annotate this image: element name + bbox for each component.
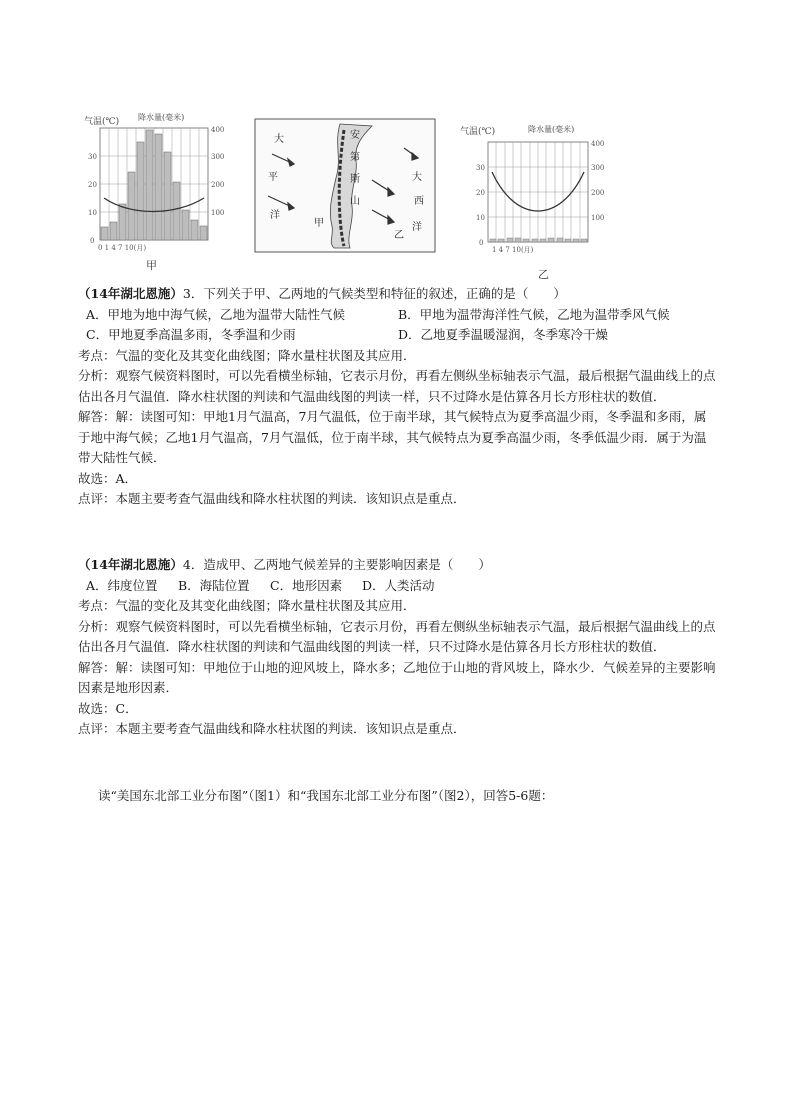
svg-text:大: 大 <box>274 134 284 145</box>
q4-jieda: 解答：解：读图可知：甲地位于山地的迎风坡上，降水多；乙地位于山地的背风坡上，降水少．气候差异的主要影响因素是地形因素． <box>78 659 716 695</box>
svg-text:0: 0 <box>90 237 95 245</box>
q3-options-row-1 <box>78 305 718 326</box>
q3-answer: 故选：A． <box>78 470 138 486</box>
svg-text:400: 400 <box>591 140 605 148</box>
svg-text:斯: 斯 <box>350 174 360 185</box>
svg-text:20: 20 <box>476 189 485 197</box>
q3-kaodian: 考点：气温的变化及其变化曲线图；降水量柱状图及其应用． <box>78 347 416 363</box>
svg-text:30: 30 <box>88 153 97 161</box>
svg-text:300: 300 <box>591 164 605 172</box>
svg-text:400: 400 <box>211 126 225 134</box>
question-4 <box>78 555 718 740</box>
svg-text:30: 30 <box>476 164 485 172</box>
svg-text:乙: 乙 <box>394 230 404 241</box>
q4-answer: 故选：C． <box>78 700 138 716</box>
precip-bars <box>490 238 587 242</box>
svg-text:甲: 甲 <box>314 218 324 229</box>
figures-row <box>80 112 620 281</box>
q3-stem-line <box>78 284 718 305</box>
precip-axis-title: 降水量(毫米) <box>138 113 185 122</box>
svg-text:洋: 洋 <box>270 210 280 221</box>
svg-text:200: 200 <box>211 181 225 189</box>
temp-axis-title: 气温(℃) <box>460 127 496 137</box>
q3-options-row-2 <box>78 325 718 346</box>
q4-stem: 4．造成甲、乙两地气候差异的主要影响因素是（ ） <box>182 557 491 572</box>
south-america-map <box>254 118 436 253</box>
svg-text:0: 0 <box>479 239 484 247</box>
q4-option-a: A．纬度位置 <box>86 577 158 593</box>
q4-dianping: 点评：本题主要考查气温曲线和降水柱状图的判读．该知识点是重点． <box>78 721 466 736</box>
q3-option-b: B．甲地为温带海洋性气候，乙地为温带季风气候 <box>398 306 670 322</box>
climate-chart-yi <box>460 124 620 281</box>
q4-option-d: D．人类活动 <box>362 577 435 593</box>
climate-chart-jia-svg <box>80 112 240 262</box>
q3-option-c: C．甲地夏季高温多雨，冬季温和少雨 <box>86 327 296 342</box>
svg-text:平: 平 <box>268 172 278 183</box>
q4-option-c: C．地形因素 <box>270 577 343 593</box>
svg-text:100: 100 <box>211 209 225 217</box>
svg-text:第: 第 <box>350 152 360 163</box>
q3-dianping: 点评：本题主要考查气温曲线和降水柱状图的判读．该知识点是重点． <box>78 491 466 506</box>
chart-yi-label: 乙 <box>538 268 549 281</box>
climate-chart-yi-svg <box>460 124 620 264</box>
precip-ticks <box>591 140 604 222</box>
x-axis-label: 0 1 4 7 10(月) <box>98 244 147 252</box>
svg-text:10: 10 <box>476 214 485 222</box>
svg-text:西: 西 <box>414 196 424 207</box>
gridlines <box>488 142 588 242</box>
chart-jia-label: 甲 <box>146 259 157 272</box>
q3-fenxi: 分析：观察气候资料图时，可以先看横坐标轴，它表示月份，再看左侧纵坐标轴表示气温，最后根据气温曲线上的点估出各月气温值．降水柱状图的判读和气温曲线图的判读一样，只不过降水是估算各月长方形柱状的数值． <box>78 368 716 404</box>
q4-fenxi: 分析：观察气候资料图时，可以先看横坐标轴，它表示月份，再看左侧纵坐标轴表示气温，最后根据气温曲线上的点估出各月气温值．降水柱状图的判读和气温曲线图的判读一样，只不过降水是估算各月长方形柱状的数值． <box>78 618 716 654</box>
svg-text:10: 10 <box>88 209 97 217</box>
q3-jieda: 解答：解：读图可知：甲地1月气温高，7月气温低，位于南半球，其气候特点为夏季高温少雨，冬季温和多雨，属于地中海气候；乙地1月气温高，7月气温低，位于南半球，其气候特点为夏季高温少雨，冬季低温少雨．属于为温带大陆性气候． <box>78 409 707 465</box>
svg-text:300: 300 <box>211 153 225 161</box>
q4-kaodian: 考点：气温的变化及其变化曲线图；降水量柱状图及其应用． <box>78 598 416 613</box>
svg-text:100: 100 <box>591 214 605 222</box>
precip-ticks <box>211 126 224 217</box>
svg-text:洋: 洋 <box>412 222 422 233</box>
map-svg <box>254 118 436 253</box>
q3-option-d: D．乙地夏季温暖湿润，冬季寒冷干燥 <box>398 327 609 342</box>
q3-stem: 3．下列关于甲、乙两地的气候类型和特征的叙述，正确的是（ ） <box>182 286 566 301</box>
q3-source: （14年湖北恩施） <box>78 286 183 301</box>
svg-text:20: 20 <box>88 181 97 189</box>
svg-text:安: 安 <box>350 130 360 141</box>
q4-option-b: B．海陆位置 <box>178 577 250 593</box>
svg-text:大: 大 <box>412 172 422 183</box>
temp-axis-title: 气温(℃) <box>84 117 120 127</box>
q4-stem-line <box>78 555 718 576</box>
svg-text:山: 山 <box>350 196 360 207</box>
svg-text:200: 200 <box>591 189 605 197</box>
x-axis-label: 1 4 7 10(月) <box>492 246 534 254</box>
intro-q5-6: 读“美国东北部工业分布图”（图1）和“我国东北部工业分布图”（图2），回答5-6题： <box>98 788 554 803</box>
question-3 <box>78 284 718 510</box>
climate-chart-jia <box>80 112 240 272</box>
q4-options-row <box>78 576 718 597</box>
temp-ticks <box>476 164 485 247</box>
precip-axis-title: 降水量(毫米) <box>528 125 575 134</box>
q4-source: （14年湖北恩施） <box>78 557 183 572</box>
temp-ticks <box>88 153 97 245</box>
q3-option-a: A．甲地为地中海气候，乙地为温带大陆性气候 <box>86 306 346 322</box>
